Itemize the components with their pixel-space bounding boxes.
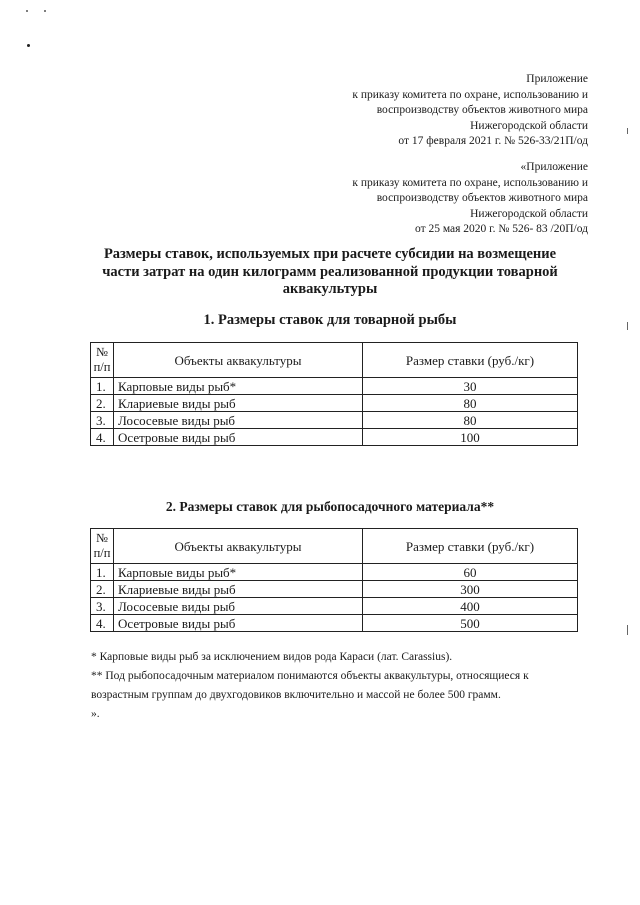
row-number: 2. bbox=[91, 395, 114, 412]
row-number: 4. bbox=[91, 429, 114, 446]
closing-quote: ». bbox=[91, 708, 100, 720]
appendix-header-previous bbox=[352, 160, 588, 238]
column-header-object: Объекты аквакультуры bbox=[114, 529, 363, 564]
appendix-line: Нижегородской области bbox=[470, 207, 588, 220]
row-rate: 60 bbox=[363, 564, 578, 581]
row-rate: 300 bbox=[363, 581, 578, 598]
scan-speck bbox=[27, 44, 30, 47]
scan-speck bbox=[26, 10, 28, 12]
row-number: 3. bbox=[91, 598, 114, 615]
fingerling-rates-table bbox=[90, 528, 578, 632]
row-object: Клариевые виды рыб bbox=[114, 395, 363, 412]
table-row bbox=[91, 429, 578, 446]
appendix-line: Нижегородской области bbox=[470, 119, 588, 132]
row-object: Лососевые виды рыб bbox=[114, 412, 363, 429]
appendix-line: к приказу комитета по охране, использованию и bbox=[352, 176, 588, 189]
footnote-fingerlings: ** Под рыбопосадочным материалом понимаются объекты аквакультуры, относящиеся к возрастным группам до двухгодовиков включительно и массой не более 500 грамм. bbox=[91, 670, 529, 701]
column-header-number: № п/п bbox=[91, 343, 114, 378]
appendix-line: воспроизводству объектов животного мира bbox=[376, 104, 588, 117]
appendix-line: к приказу комитета по охране, использованию и bbox=[352, 88, 588, 101]
table-row bbox=[91, 581, 578, 598]
row-object: Осетровые виды рыб bbox=[114, 615, 363, 632]
scan-edge-mark bbox=[627, 625, 628, 635]
appendix-line: от 17 февраля 2021 г. № 526-33/21П/од bbox=[398, 135, 588, 148]
table-header-row bbox=[91, 529, 578, 564]
row-rate: 80 bbox=[363, 395, 578, 412]
appendix-line: Приложение bbox=[526, 73, 588, 85]
scan-speck bbox=[44, 10, 46, 12]
table-header-row bbox=[91, 343, 578, 378]
column-header-object: Объекты аквакультуры bbox=[114, 343, 363, 378]
commercial-fish-rates-table bbox=[90, 342, 578, 446]
footnotes bbox=[91, 648, 583, 724]
row-rate: 30 bbox=[363, 378, 578, 395]
appendix-header-current bbox=[352, 72, 588, 150]
row-rate: 400 bbox=[363, 598, 578, 615]
row-rate: 500 bbox=[363, 615, 578, 632]
row-number: 4. bbox=[91, 615, 114, 632]
table-row bbox=[91, 615, 578, 632]
row-number: 1. bbox=[91, 378, 114, 395]
section-2-heading: 2. Размеры ставок для рыбопосадочного материала** bbox=[165, 499, 495, 514]
row-object: Карповые виды рыб* bbox=[114, 378, 363, 395]
appendix-line: «Приложение bbox=[520, 161, 588, 173]
row-object: Лососевые виды рыб bbox=[114, 598, 363, 615]
row-rate: 80 bbox=[363, 412, 578, 429]
table-row bbox=[91, 395, 578, 412]
table-row bbox=[91, 378, 578, 395]
row-number: 2. bbox=[91, 581, 114, 598]
table-row bbox=[91, 412, 578, 429]
row-number: 1. bbox=[91, 564, 114, 581]
row-rate: 100 bbox=[363, 429, 578, 446]
row-object: Осетровые виды рыб bbox=[114, 429, 363, 446]
row-object: Клариевые виды рыб bbox=[114, 581, 363, 598]
footnote-carp: * Карповые виды рыб за исключением видов рода Караси (лат. Carassius). bbox=[91, 651, 453, 663]
section-1-heading: 1. Размеры ставок для товарной рыбы bbox=[203, 312, 457, 328]
table-row bbox=[91, 598, 578, 615]
column-header-number: № п/п bbox=[91, 529, 114, 564]
row-object: Карповые виды рыб* bbox=[114, 564, 363, 581]
column-header-rate: Размер ставки (руб./кг) bbox=[363, 343, 578, 378]
scan-edge-mark bbox=[627, 322, 628, 330]
row-number: 3. bbox=[91, 412, 114, 429]
appendix-line: воспроизводству объектов животного мира bbox=[376, 192, 588, 205]
appendix-line: от 25 мая 2020 г. № 526- 83 /20П/од bbox=[414, 223, 588, 236]
table-row bbox=[91, 564, 578, 581]
scan-edge-mark bbox=[627, 128, 628, 134]
document-title: Размеры ставок, используемых при расчете субсидии на возмещение части затрат на один килограмм реализованной продукции товарной аквакультуры bbox=[102, 246, 558, 297]
column-header-rate: Размер ставки (руб./кг) bbox=[363, 529, 578, 564]
